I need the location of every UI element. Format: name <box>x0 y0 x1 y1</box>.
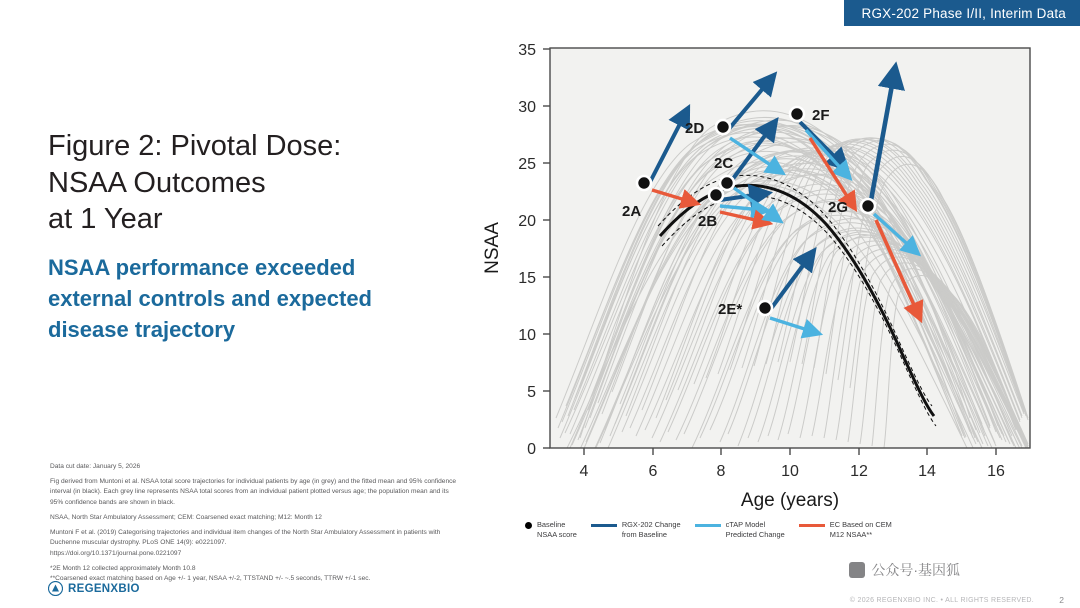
footnote-2e: *2E Month 12 collected approximately Month 10.8 <box>50 564 196 572</box>
title-line-2: NSAA Outcomes <box>48 166 266 199</box>
legend-label-rgx-2: from Baseline <box>621 529 668 539</box>
patient-label-2g: 2G <box>828 199 849 216</box>
page-subtitle <box>48 252 448 346</box>
patient-label-2e: 2E* <box>718 301 743 318</box>
page-title <box>48 128 448 238</box>
patient-label-2d: 2D <box>685 120 705 137</box>
footnote-figure-source: Fig derived from Muntoni et al. NSAA total score trajectories for individual patients by age (in grey) and the fitted mean and 95% confidence interval (in black). Each grey line represents NSAA total scores from an individual patient plotted versus age; the population mean and its 95% confidence bands are shown in black. <box>50 478 457 506</box>
title-line-1: Figure 2: Pivotal Dose: <box>48 130 342 162</box>
header-title: RGX-202 Phase I/II, Interim Data <box>861 5 1066 21</box>
svg-text:14: 14 <box>918 463 936 480</box>
svg-text:25: 25 <box>518 156 536 173</box>
footnote-abbreviations: NSAA, North Star Ambulatory Assessment; CEM: Coarsened exact matching; M12: Month 12 <box>50 513 322 521</box>
left-column <box>0 0 470 608</box>
ec-cem-line-icon <box>799 524 825 527</box>
svg-text:8: 8 <box>716 463 726 480</box>
footer <box>0 586 1080 608</box>
svg-text:30: 30 <box>518 99 536 116</box>
watermark-text: 公众号·基因狐 <box>871 562 960 578</box>
footnote-cem: **Coarsened exact matching based on Age +/- 1 year, NSAA +/-2, TTSTAND +/- ~.5 seconds, TTRW +/-1 sec. <box>50 574 371 582</box>
svg-text:10: 10 <box>518 327 536 344</box>
rgx202-line-icon <box>591 524 617 527</box>
svg-text:0: 0 <box>527 441 536 458</box>
patient-label-2b: 2B <box>698 213 718 230</box>
svg-text:10: 10 <box>781 463 799 480</box>
svg-text:20: 20 <box>518 213 536 230</box>
svg-text:5: 5 <box>527 384 536 401</box>
legend-label-rgx-1: RGX-202 Change <box>621 520 681 529</box>
svg-text:15: 15 <box>518 270 536 287</box>
svg-text:35: 35 <box>518 42 536 59</box>
svg-text:6: 6 <box>648 463 658 480</box>
patient-label-2f: 2F <box>812 107 830 124</box>
y-axis-label: NSAA <box>482 222 503 274</box>
legend-item-rgx202 <box>591 520 681 539</box>
patient-label-2c: 2C <box>714 155 734 172</box>
footnote-data-cut: Data cut date: January 5, 2026 <box>50 463 141 470</box>
nsaa-chart <box>470 18 1070 518</box>
svg-text:12: 12 <box>850 463 868 480</box>
legend-item-ctap <box>695 520 785 539</box>
subtitle-line-3: disease trajectory <box>48 317 236 343</box>
watermark-icon <box>849 562 865 578</box>
x-axis-label: Age (years) <box>740 490 840 511</box>
legend-label-ec-2: M12 NSAA** <box>829 529 873 539</box>
legend-label-ctap-2: Predicted Change <box>725 529 785 539</box>
subtitle-line-1: NSAA performance exceeded <box>48 255 356 280</box>
ctap-line-icon <box>695 524 721 527</box>
legend-item-ec-cem <box>799 520 892 539</box>
page-number: 2 <box>1059 595 1064 605</box>
legend-label-baseline-2: NSAA score <box>537 529 577 539</box>
svg-text:4: 4 <box>579 463 589 480</box>
legend-label-ec-1: EC Based on CEM <box>829 520 892 529</box>
chart-legend <box>525 520 1045 539</box>
svg-text:16: 16 <box>987 463 1005 480</box>
baseline-dot-icon <box>525 522 532 529</box>
subtitle-line-2: external controls and expected <box>48 286 372 312</box>
legend-label-ctap-1: cTAP Model <box>725 520 766 529</box>
footnote-doi: https://doi.org/10.1371/journal.pone.0221097 <box>50 549 182 557</box>
watermark <box>849 560 960 580</box>
title-line-3: at 1 Year <box>48 203 163 236</box>
copyright-text: © 2026 REGENXBIO INC. • ALL RIGHTS RESERVED. <box>849 597 1034 604</box>
legend-label-baseline-1: Baseline <box>537 520 566 529</box>
footnote-reference: Muntoni F et al. (2019) Categorising trajectories and individual item changes of the North Star Ambulatory Assessment in patients with Duchenne muscular dystrophy. PLoS ONE 14(9): e0221097. <box>50 529 441 547</box>
chart-svg <box>470 18 1070 518</box>
patient-label-2a: 2A <box>622 203 642 220</box>
regenxbio-wordmark: REGENXBIO <box>68 582 140 595</box>
legend-item-baseline <box>525 520 577 539</box>
footnotes <box>50 462 460 589</box>
